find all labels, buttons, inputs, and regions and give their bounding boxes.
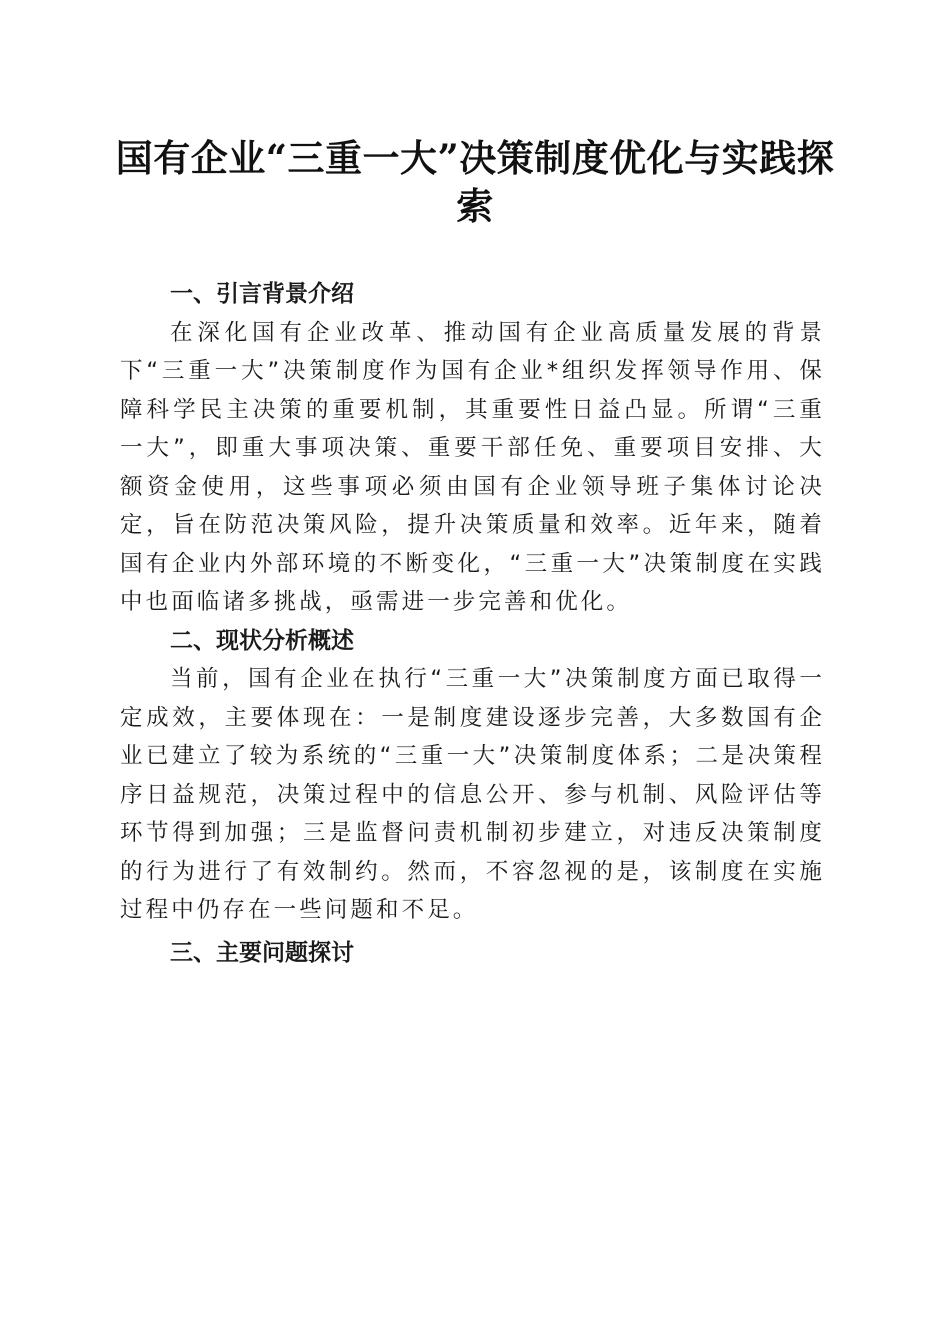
section-heading-status: 二、现状分析概述 xyxy=(170,627,354,654)
section-paragraph-status: 当前，国有企业在执行“三重一大”决策制度方面已取得一定成效，主要体现在：一是制度建设逐步完善，大多数国有企业已建立了较为系统的“三重一大”决策制度体系；二是决策程序日益规范，决策过程中的信息公开、参与机制、风险评估等环节得到加强；三是监督问责机制初步建立，对违反决策制度的行为进行了有效制约。然而，不容忽视的是，该制度在实施过程中仍存在一些问题和不足。 xyxy=(120,666,825,923)
section-heading-problems: 三、主要问题探讨 xyxy=(170,939,354,966)
document-body xyxy=(120,275,825,972)
document-title: 国有企业“三重一大”决策制度优化与实践探索 xyxy=(115,136,835,228)
section-paragraph-intro: 在深化国有企业改革、推动国有企业高质量发展的背景下“三重一大”决策制度作为国有企业*组织发挥领导作用、保障科学民主决策的重要机制，其重要性日益凸显。所谓“三重一大”，即重大事项决策、重要干部任免、重要项目安排、大额资金使用，这些事项必须由国有企业领导班子集体讨论决定，旨在防范决策风险，提升决策质量和效率。近年来，随着国有企业内外部环境的不断变化，“三重一大”决策制度在实践中也面临诸多挑战，亟需进一步完善和优化。 xyxy=(120,319,825,615)
section-heading-intro: 一、引言背景介绍 xyxy=(170,281,354,307)
